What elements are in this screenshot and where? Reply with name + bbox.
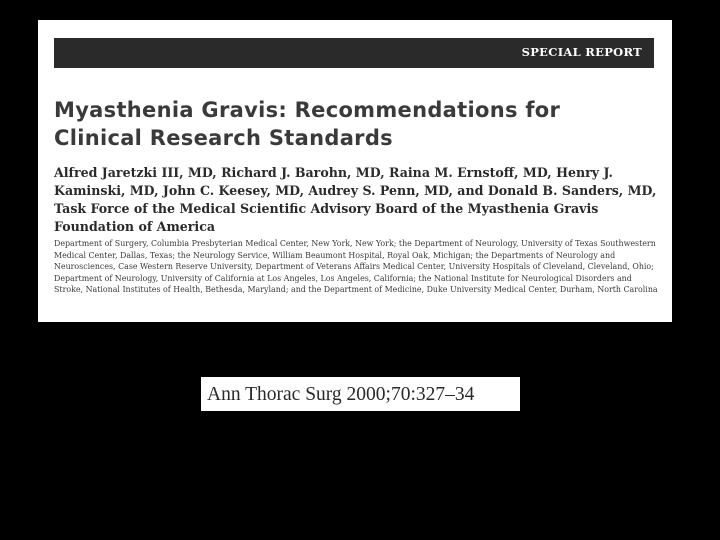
special-report-banner <box>54 38 654 68</box>
citation-box <box>201 377 520 411</box>
paper-header-image <box>38 20 672 322</box>
section-label: SPECIAL REPORT <box>521 45 642 59</box>
citation-text: Ann Thorac Surg 2000;70:327–34 <box>207 384 475 405</box>
author-list: Alfred Jaretzki III, MD, Richard J. Barohn, MD, Raina M. Ernstoff, MD, Henry J. Kaminski, MD, John C. Keesey, MD, Audrey S. Penn, MD, and Donald B. Sanders, MD, Task Force of the Medical Scientific Advisory Board of the Myasthenia Gravis Foundation of America <box>54 165 657 234</box>
affiliations: Department of Surgery, Columbia Presbyterian Medical Center, New York, New York; the Department of Neurology, University of Texas Southwestern Medical Center, Dallas, Texas; the Neurology Service, William Beaumont Hospital, Royal Oak, Michigan; the Departments of Neurology and Neurosciences, Case Western Reserve University, Department of Veterans Affairs Medical Center, University Hospitals of Cleveland, Cleveland, Ohio; Department of Neurology, University of California at Los Angeles, Los Angeles, California; the National Institute for Neurological Disorders and Stroke, National Institutes of Health, Bethesda, Maryland; and the Department of Medicine, Duke University Medical Center, Durham, North Carolina <box>54 239 658 294</box>
paper-title: Myasthenia Gravis: Recommendations for Clinical Research Standards <box>54 98 561 150</box>
